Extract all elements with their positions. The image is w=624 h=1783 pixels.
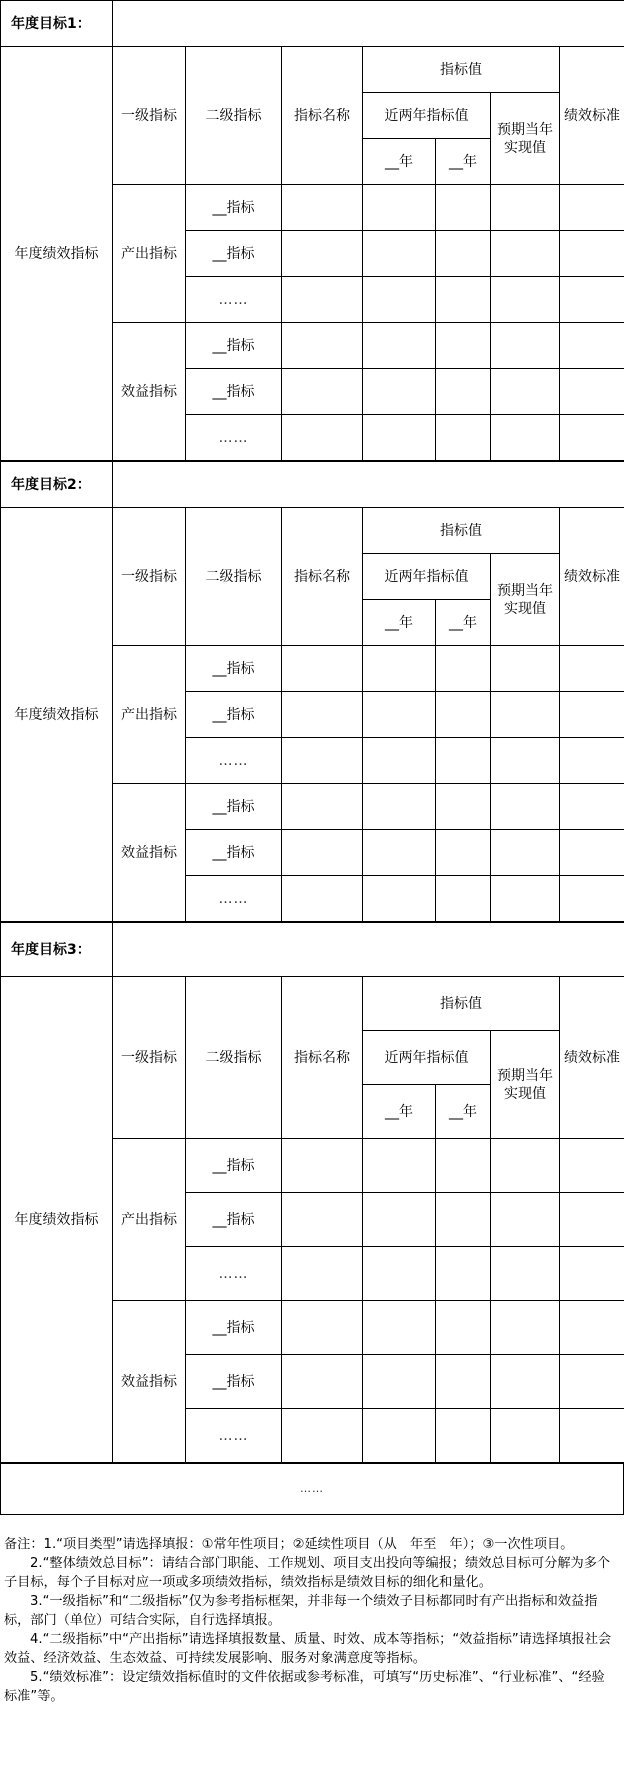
table-cell[interactable]: [560, 1409, 624, 1463]
table-cell[interactable]: [282, 231, 363, 277]
table-cell[interactable]: [491, 231, 560, 277]
table-cell[interactable]: [560, 323, 624, 369]
goal-table-1: [0, 0, 624, 461]
table-cell[interactable]: [363, 692, 436, 738]
goal-label: 年度目标2：: [1, 462, 113, 508]
ellipsis: ……: [186, 738, 282, 784]
sub-indicator: __指标: [186, 369, 282, 415]
ellipsis: ……: [186, 415, 282, 461]
sub-indicator: __指标: [186, 231, 282, 277]
level1-header: 一级指标: [113, 977, 186, 1139]
expected-header: 预期当年实现值: [491, 1031, 560, 1139]
table-cell[interactable]: [282, 277, 363, 323]
level2-header: 二级指标: [186, 47, 282, 185]
table-cell[interactable]: [363, 1409, 436, 1463]
table-cell[interactable]: [363, 1193, 436, 1247]
table-cell[interactable]: [363, 830, 436, 876]
table-cell[interactable]: [282, 1355, 363, 1409]
level1-header: 一级指标: [113, 47, 186, 185]
table-cell[interactable]: [560, 415, 624, 461]
table-cell[interactable]: [491, 369, 560, 415]
level2-header: 二级指标: [186, 508, 282, 646]
table-cell[interactable]: [363, 277, 436, 323]
ellipsis: ……: [186, 277, 282, 323]
table-cell[interactable]: [560, 830, 624, 876]
table-cell[interactable]: [436, 830, 491, 876]
table-cell[interactable]: [436, 1355, 491, 1409]
table-cell[interactable]: [363, 369, 436, 415]
sub-indicator: __指标: [186, 1301, 282, 1355]
recent-years-header: 近两年指标值: [363, 93, 491, 139]
table-cell[interactable]: [491, 692, 560, 738]
table-cell[interactable]: [363, 1355, 436, 1409]
year-blank: __年: [363, 139, 436, 185]
goal-input-cell[interactable]: [113, 462, 624, 508]
recent-years-header: 近两年指标值: [363, 554, 491, 600]
table-cell[interactable]: [436, 784, 491, 830]
table-cell[interactable]: [436, 277, 491, 323]
table-cell[interactable]: [363, 185, 436, 231]
standard-header: 绩效标准: [560, 47, 624, 185]
table-cell[interactable]: [363, 738, 436, 784]
notes-section: [4, 1535, 616, 1706]
indicator-name-header: 指标名称: [282, 47, 363, 185]
table-cell[interactable]: [560, 185, 624, 231]
goal-input-cell[interactable]: [113, 923, 624, 977]
table-cell[interactable]: [282, 692, 363, 738]
table-cell[interactable]: [560, 1193, 624, 1247]
table-cell[interactable]: [436, 1193, 491, 1247]
expected-header: 预期当年实现值: [491, 554, 560, 646]
sub-indicator: __指标: [186, 830, 282, 876]
table-cell[interactable]: [363, 1139, 436, 1193]
table-cell[interactable]: [436, 415, 491, 461]
table-cell[interactable]: [491, 1355, 560, 1409]
note-2: 2.“整体绩效总目标”：请结合部门职能、工作规划、项目支出投向等编报；绩效总目标可分解为多个子目标，每个子目标对应一项或多项绩效指标，绩效指标是绩效目标的细化和量化。: [4, 1556, 611, 1590]
year-blank: __年: [436, 139, 491, 185]
table-cell[interactable]: [491, 1247, 560, 1301]
table-cell[interactable]: [491, 1301, 560, 1355]
table-cell[interactable]: [491, 1139, 560, 1193]
table-cell[interactable]: [560, 369, 624, 415]
table-cell[interactable]: [282, 1193, 363, 1247]
table-cell[interactable]: [282, 1247, 363, 1301]
table-cell[interactable]: [282, 369, 363, 415]
table-cell[interactable]: [560, 738, 624, 784]
table-cell[interactable]: [282, 646, 363, 692]
table-cell[interactable]: [282, 323, 363, 369]
table-cell[interactable]: [491, 185, 560, 231]
sub-indicator: __指标: [186, 323, 282, 369]
table-cell[interactable]: [491, 415, 560, 461]
benefit-indicator: 效益指标: [113, 784, 186, 922]
table-cell[interactable]: [282, 1139, 363, 1193]
goal-label: 年度目标1：: [1, 1, 113, 47]
recent-years-header: 近两年指标值: [363, 1031, 491, 1085]
table-cell[interactable]: [436, 1139, 491, 1193]
table-cell[interactable]: [436, 369, 491, 415]
table-cell[interactable]: [560, 1355, 624, 1409]
table-cell[interactable]: [436, 738, 491, 784]
table-cell[interactable]: [436, 1409, 491, 1463]
sub-indicator: __指标: [186, 646, 282, 692]
row-header: 年度绩效指标: [1, 977, 113, 1463]
table-cell[interactable]: [363, 1247, 436, 1301]
table-cell[interactable]: [560, 231, 624, 277]
table-cell[interactable]: [282, 1409, 363, 1463]
table-cell[interactable]: [436, 1301, 491, 1355]
ellipsis: ……: [186, 1409, 282, 1463]
table-cell[interactable]: [436, 692, 491, 738]
note-5: 5.“绩效标准”：设定绩效指标值时的文件依据或参考标准，可填写“历史标准”、“行业标准”、“经验标准”等。: [4, 1670, 605, 1704]
table-cell[interactable]: [436, 231, 491, 277]
table-cell[interactable]: [560, 277, 624, 323]
year-blank: __年: [363, 1085, 436, 1139]
indicator-value-header: 指标值: [363, 508, 560, 554]
standard-header: 绩效标准: [560, 977, 624, 1139]
year-blank: __年: [436, 1085, 491, 1139]
benefit-indicator: 效益指标: [113, 1301, 186, 1463]
table-cell[interactable]: [436, 1247, 491, 1301]
table-cell[interactable]: [491, 738, 560, 784]
table-cell[interactable]: [560, 1247, 624, 1301]
table-cell[interactable]: [560, 1139, 624, 1193]
expected-header: 预期当年实现值: [491, 93, 560, 185]
goal-input-cell[interactable]: [113, 1, 624, 47]
table-cell[interactable]: [282, 415, 363, 461]
table-cell[interactable]: [282, 830, 363, 876]
sub-indicator: __指标: [186, 784, 282, 830]
table-cell[interactable]: [491, 323, 560, 369]
sub-indicator: __指标: [186, 692, 282, 738]
output-indicator: 产出指标: [113, 646, 186, 784]
table-cell[interactable]: [560, 646, 624, 692]
year-blank: __年: [436, 600, 491, 646]
output-indicator: 产出指标: [113, 185, 186, 323]
sub-indicator: __指标: [186, 1193, 282, 1247]
table-cell[interactable]: [363, 876, 436, 922]
table-cell[interactable]: [282, 1301, 363, 1355]
table-cell[interactable]: [491, 784, 560, 830]
level1-header: 一级指标: [113, 508, 186, 646]
table-cell[interactable]: [560, 692, 624, 738]
note-1: 备注：1.“项目类型”请选择填报：①常年性项目；②延续性项目（从 年至 年）；③一次性项目。: [4, 1537, 574, 1552]
note-4: 4.“二级指标”中“产出指标”请选择填报数量、质量、时效、成本等指标；“效益指标”请选择填报社会效益、经济效益、生态效益、可持续发展影响、服务对象满意度等指标。: [4, 1632, 612, 1666]
table-cell[interactable]: [491, 1193, 560, 1247]
table-cell[interactable]: [491, 1409, 560, 1463]
ellipsis: ……: [186, 876, 282, 922]
table-cell[interactable]: [363, 323, 436, 369]
table-cell[interactable]: [363, 231, 436, 277]
table-cell[interactable]: [560, 876, 624, 922]
goal-table-3: [0, 922, 624, 1463]
row-header: 年度绩效指标: [1, 508, 113, 922]
indicator-value-header: 指标值: [363, 47, 560, 93]
goal-label: 年度目标3：: [1, 923, 113, 977]
indicator-name-header: 指标名称: [282, 508, 363, 646]
table-cell[interactable]: [491, 646, 560, 692]
ellipsis: ……: [186, 1247, 282, 1301]
goal-table-2: [0, 461, 624, 922]
table-cell[interactable]: [363, 1301, 436, 1355]
table-cell[interactable]: [363, 646, 436, 692]
table-cell[interactable]: [560, 1301, 624, 1355]
table-cell[interactable]: [560, 784, 624, 830]
table-cell[interactable]: [363, 784, 436, 830]
table-cell[interactable]: [282, 185, 363, 231]
year-blank: __年: [363, 600, 436, 646]
trailing-ellipsis-row: ……: [0, 1463, 624, 1515]
note-3: 3.“一级指标”和“二级指标”仅为参考指标框架，并非每一个绩效子目标都同时有产出指标和效益指标，部门（单位）可结合实际，自行选择填报。: [4, 1594, 598, 1628]
sub-indicator: __指标: [186, 1355, 282, 1409]
table-cell[interactable]: [436, 646, 491, 692]
table-cell[interactable]: [282, 876, 363, 922]
table-cell[interactable]: [282, 784, 363, 830]
indicator-name-header: 指标名称: [282, 977, 363, 1139]
table-cell[interactable]: [436, 323, 491, 369]
table-cell[interactable]: [491, 876, 560, 922]
level2-header: 二级指标: [186, 977, 282, 1139]
row-header: 年度绩效指标: [1, 47, 113, 461]
table-cell[interactable]: [282, 738, 363, 784]
sub-indicator: __指标: [186, 1139, 282, 1193]
table-cell[interactable]: [436, 185, 491, 231]
table-cell[interactable]: [491, 830, 560, 876]
table-cell[interactable]: [436, 876, 491, 922]
indicator-value-header: 指标值: [363, 977, 560, 1031]
table-cell[interactable]: [363, 415, 436, 461]
table-cell[interactable]: [491, 277, 560, 323]
standard-header: 绩效标准: [560, 508, 624, 646]
output-indicator: 产出指标: [113, 1139, 186, 1301]
benefit-indicator: 效益指标: [113, 323, 186, 461]
sub-indicator: __指标: [186, 185, 282, 231]
